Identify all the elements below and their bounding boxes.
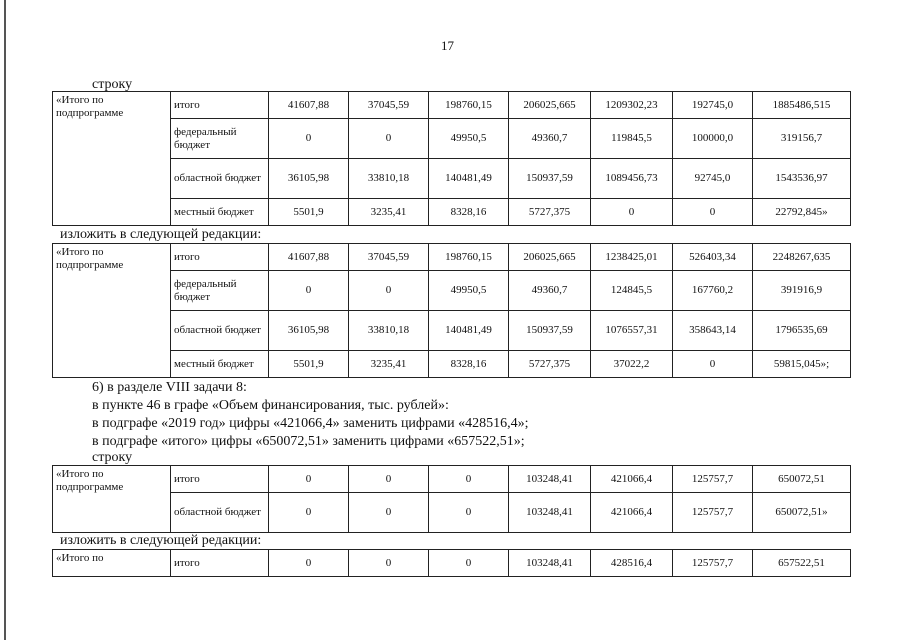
- amount-cell: 1238425,01: [591, 244, 673, 271]
- amount-cell: 650072,51: [753, 466, 851, 493]
- subprogram-total-label: «Итого по подпрограмме: [53, 466, 171, 533]
- table-2: [52, 243, 851, 378]
- amount-cell: 33810,18: [349, 311, 429, 351]
- amount-cell: 37022,2: [591, 351, 673, 378]
- amount-cell: 33810,18: [349, 159, 429, 199]
- amount-cell: 0: [429, 466, 509, 493]
- table-1: [52, 91, 851, 226]
- amount-cell: 206025,665: [509, 92, 591, 119]
- amount-cell: 22792,845»: [753, 199, 851, 226]
- funding-source-label: федеральный бюджет: [171, 119, 269, 159]
- table-row: [53, 466, 851, 493]
- text-line-8: изложить в следующей редакции:: [60, 533, 262, 548]
- amount-cell: 650072,51»: [753, 493, 851, 533]
- amount-cell: 1543536,97: [753, 159, 851, 199]
- table-row: [53, 550, 851, 577]
- amount-cell: 150937,59: [509, 159, 591, 199]
- amount-cell: 0: [673, 199, 753, 226]
- amount-cell: 125757,7: [673, 550, 753, 577]
- amount-cell: 428516,4: [591, 550, 673, 577]
- text-line-3: 6) в разделе VIII задачи 8:: [92, 380, 247, 395]
- amount-cell: 125757,7: [673, 493, 753, 533]
- amount-cell: 0: [349, 466, 429, 493]
- funding-source-label: местный бюджет: [171, 199, 269, 226]
- amount-cell: 150937,59: [509, 311, 591, 351]
- amount-cell: 3235,41: [349, 351, 429, 378]
- table-row: [53, 119, 851, 159]
- table-row: [53, 92, 851, 119]
- amount-cell: 125757,7: [673, 466, 753, 493]
- amount-cell: 140481,49: [429, 159, 509, 199]
- amount-cell: 103248,41: [509, 550, 591, 577]
- amount-cell: 167760,2: [673, 271, 753, 311]
- amount-cell: 8328,16: [429, 199, 509, 226]
- text-line-4: в пункте 46 в графе «Объем финансирования, тыс. рублей»:: [92, 398, 449, 413]
- table-row: [53, 199, 851, 226]
- amount-cell: 1885486,515: [753, 92, 851, 119]
- amount-cell: 49360,7: [509, 119, 591, 159]
- amount-cell: 198760,15: [429, 92, 509, 119]
- text-line-7: строку: [92, 450, 133, 465]
- amount-cell: 0: [269, 550, 349, 577]
- amount-cell: 0: [269, 466, 349, 493]
- amount-cell: 41607,88: [269, 244, 349, 271]
- table-3: [52, 465, 851, 533]
- amount-cell: 100000,0: [673, 119, 753, 159]
- table-row: [53, 244, 851, 271]
- amount-cell: 0: [591, 199, 673, 226]
- amount-cell: 1089456,73: [591, 159, 673, 199]
- amount-cell: 36105,98: [269, 311, 349, 351]
- amount-cell: 358643,14: [673, 311, 753, 351]
- amount-cell: 124845,5: [591, 271, 673, 311]
- subprogram-total-label: «Итого по подпрограмме: [53, 92, 171, 226]
- amount-cell: 36105,98: [269, 159, 349, 199]
- amount-cell: 103248,41: [509, 493, 591, 533]
- amount-cell: 0: [269, 119, 349, 159]
- amount-cell: 1796535,69: [753, 311, 851, 351]
- table-row: [53, 493, 851, 533]
- funding-source-label: федеральный бюджет: [171, 271, 269, 311]
- amount-cell: 0: [349, 493, 429, 533]
- funding-source-label: итого: [171, 550, 269, 577]
- funding-source-label: областной бюджет: [171, 159, 269, 199]
- text-line-2: изложить в следующей редакции:: [60, 227, 262, 242]
- subprogram-total-label: «Итого по подпрограмме: [53, 244, 171, 378]
- amount-cell: 0: [673, 351, 753, 378]
- amount-cell: 206025,665: [509, 244, 591, 271]
- amount-cell: 319156,7: [753, 119, 851, 159]
- amount-cell: 657522,51: [753, 550, 851, 577]
- amount-cell: 8328,16: [429, 351, 509, 378]
- amount-cell: 526403,34: [673, 244, 753, 271]
- amount-cell: 5501,9: [269, 351, 349, 378]
- amount-cell: 5501,9: [269, 199, 349, 226]
- amount-cell: 0: [349, 550, 429, 577]
- page-edge-line: [4, 0, 6, 640]
- funding-source-label: местный бюджет: [171, 351, 269, 378]
- amount-cell: 5727,375: [509, 199, 591, 226]
- amount-cell: 0: [269, 271, 349, 311]
- amount-cell: 5727,375: [509, 351, 591, 378]
- table-4: [52, 549, 851, 577]
- amount-cell: 421066,4: [591, 466, 673, 493]
- amount-cell: 59815,045»;: [753, 351, 851, 378]
- amount-cell: 0: [429, 493, 509, 533]
- amount-cell: 41607,88: [269, 92, 349, 119]
- amount-cell: 2248267,635: [753, 244, 851, 271]
- funding-source-label: областной бюджет: [171, 311, 269, 351]
- funding-source-label: областной бюджет: [171, 493, 269, 533]
- table-row: [53, 159, 851, 199]
- table-row: [53, 311, 851, 351]
- amount-cell: 192745,0: [673, 92, 753, 119]
- amount-cell: 1209302,23: [591, 92, 673, 119]
- amount-cell: 119845,5: [591, 119, 673, 159]
- amount-cell: 0: [349, 119, 429, 159]
- text-line-6: в подграфе «итого» цифры «650072,51» заменить цифрами «657522,51»;: [92, 434, 525, 449]
- page-number: 17: [441, 38, 454, 53]
- amount-cell: 0: [349, 271, 429, 311]
- text-line-1: строку: [92, 77, 133, 92]
- amount-cell: 37045,59: [349, 92, 429, 119]
- amount-cell: 0: [429, 550, 509, 577]
- amount-cell: 1076557,31: [591, 311, 673, 351]
- subprogram-total-label: «Итого по: [53, 550, 171, 577]
- text-line-5: в подграфе «2019 год» цифры «421066,4» заменить цифрами «428516,4»;: [92, 416, 529, 431]
- amount-cell: 103248,41: [509, 466, 591, 493]
- amount-cell: 198760,15: [429, 244, 509, 271]
- amount-cell: 49950,5: [429, 271, 509, 311]
- funding-source-label: итого: [171, 92, 269, 119]
- table-row: [53, 271, 851, 311]
- amount-cell: 0: [269, 493, 349, 533]
- amount-cell: 391916,9: [753, 271, 851, 311]
- amount-cell: 3235,41: [349, 199, 429, 226]
- amount-cell: 140481,49: [429, 311, 509, 351]
- funding-source-label: итого: [171, 244, 269, 271]
- amount-cell: 37045,59: [349, 244, 429, 271]
- amount-cell: 92745,0: [673, 159, 753, 199]
- table-row: [53, 351, 851, 378]
- amount-cell: 421066,4: [591, 493, 673, 533]
- amount-cell: 49950,5: [429, 119, 509, 159]
- funding-source-label: итого: [171, 466, 269, 493]
- amount-cell: 49360,7: [509, 271, 591, 311]
